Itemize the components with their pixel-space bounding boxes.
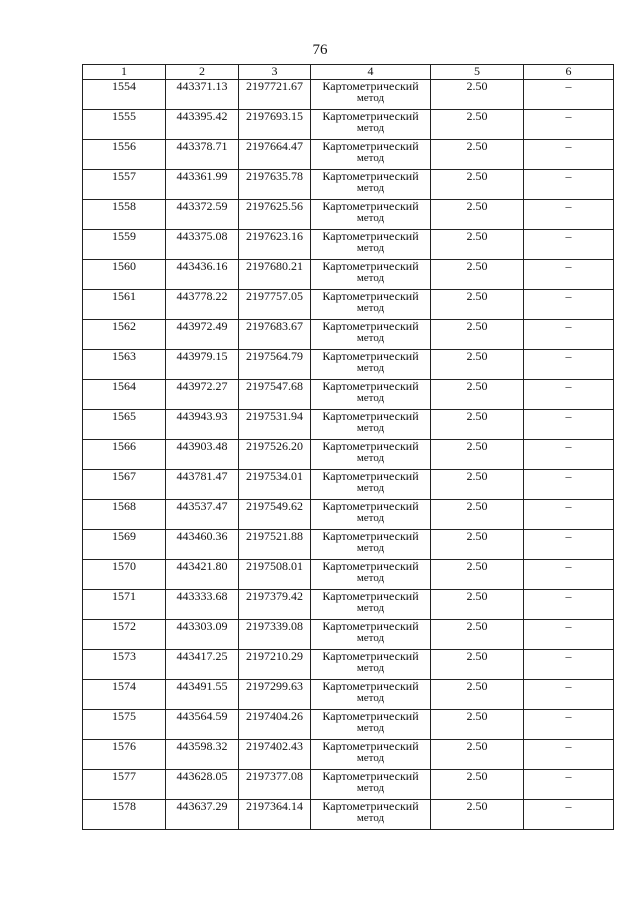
method-cell (311, 110, 431, 140)
table-row (83, 110, 614, 140)
method-line2: метод (356, 212, 385, 224)
point-number-cell: 1568 (83, 500, 166, 530)
note-cell: – (524, 590, 614, 620)
point-number-cell: 1563 (83, 350, 166, 380)
method-cell (311, 410, 431, 440)
method-line1: Картометрический (322, 169, 419, 183)
method-cell (311, 470, 431, 500)
x-coordinate-cell: 443537.47 (166, 500, 239, 530)
method-cell (311, 80, 431, 110)
y-coordinate-cell: 2197526.20 (239, 440, 311, 470)
point-number-cell: 1554 (83, 80, 166, 110)
point-number-cell: 1569 (83, 530, 166, 560)
note-cell: – (524, 680, 614, 710)
table-header-row (83, 65, 614, 80)
x-coordinate-cell: 443303.09 (166, 620, 239, 650)
note-cell: – (524, 350, 614, 380)
table-body (83, 80, 614, 830)
table-row (83, 470, 614, 500)
column-header-6: 6 (524, 65, 614, 80)
method-line1: Картометрический (322, 199, 419, 213)
x-coordinate-cell: 443972.27 (166, 380, 239, 410)
x-coordinate-cell: 443598.32 (166, 740, 239, 770)
method-line2: метод (356, 392, 385, 404)
point-number-cell: 1559 (83, 230, 166, 260)
method-line1: Картометрический (322, 619, 419, 633)
method-line2: метод (356, 332, 385, 344)
y-coordinate-cell: 2197299.63 (239, 680, 311, 710)
precision-cell: 2.50 (431, 380, 524, 410)
method-line1: Картометрический (322, 739, 419, 753)
y-coordinate-cell: 2197534.01 (239, 470, 311, 500)
table-row (83, 620, 614, 650)
precision-cell: 2.50 (431, 350, 524, 380)
note-cell: – (524, 200, 614, 230)
precision-cell: 2.50 (431, 230, 524, 260)
x-coordinate-cell: 443395.42 (166, 110, 239, 140)
method-cell (311, 560, 431, 590)
precision-cell: 2.50 (431, 410, 524, 440)
precision-cell: 2.50 (431, 560, 524, 590)
table-row (83, 650, 614, 680)
method-line2: метод (356, 572, 385, 584)
method-line2: метод (356, 542, 385, 554)
method-cell (311, 440, 431, 470)
point-number-cell: 1565 (83, 410, 166, 440)
method-line1: Картометрический (322, 589, 419, 603)
point-number-cell: 1567 (83, 470, 166, 500)
y-coordinate-cell: 2197547.68 (239, 380, 311, 410)
x-coordinate-cell: 443778.22 (166, 290, 239, 320)
method-line1: Картометрический (322, 139, 419, 153)
method-line2: метод (356, 812, 385, 824)
precision-cell: 2.50 (431, 80, 524, 110)
point-number-cell: 1555 (83, 110, 166, 140)
y-coordinate-cell: 2197683.67 (239, 320, 311, 350)
note-cell: – (524, 560, 614, 590)
y-coordinate-cell: 2197564.79 (239, 350, 311, 380)
note-cell: – (524, 710, 614, 740)
point-number-cell: 1561 (83, 290, 166, 320)
precision-cell: 2.50 (431, 170, 524, 200)
point-number-cell: 1556 (83, 140, 166, 170)
method-cell (311, 260, 431, 290)
precision-cell: 2.50 (431, 590, 524, 620)
column-header-2: 2 (166, 65, 239, 80)
table-row (83, 770, 614, 800)
column-header-3: 3 (239, 65, 311, 80)
point-number-cell: 1576 (83, 740, 166, 770)
table-row (83, 530, 614, 560)
method-line2: метод (356, 662, 385, 674)
method-cell (311, 500, 431, 530)
precision-cell: 2.50 (431, 680, 524, 710)
method-line1: Картометрический (322, 769, 419, 783)
point-number-cell: 1570 (83, 560, 166, 590)
point-number-cell: 1564 (83, 380, 166, 410)
table-row (83, 740, 614, 770)
method-line2: метод (356, 482, 385, 494)
note-cell: – (524, 440, 614, 470)
x-coordinate-cell: 443491.55 (166, 680, 239, 710)
method-line1: Картометрический (322, 529, 419, 543)
method-line2: метод (356, 272, 385, 284)
method-line1: Картометрический (322, 469, 419, 483)
method-cell (311, 770, 431, 800)
precision-cell: 2.50 (431, 260, 524, 290)
precision-cell: 2.50 (431, 470, 524, 500)
x-coordinate-cell: 443371.13 (166, 80, 239, 110)
table-row (83, 410, 614, 440)
method-line1: Картометрический (322, 319, 419, 333)
method-line1: Картометрический (322, 679, 419, 693)
note-cell: – (524, 290, 614, 320)
method-cell (311, 230, 431, 260)
table-row (83, 590, 614, 620)
column-header-1: 1 (83, 65, 166, 80)
method-line1: Картометрический (322, 259, 419, 273)
table-row (83, 380, 614, 410)
precision-cell: 2.50 (431, 200, 524, 230)
method-cell (311, 800, 431, 830)
table-row (83, 710, 614, 740)
precision-cell: 2.50 (431, 800, 524, 830)
point-number-cell: 1577 (83, 770, 166, 800)
precision-cell: 2.50 (431, 740, 524, 770)
x-coordinate-cell: 443436.16 (166, 260, 239, 290)
point-number-cell: 1560 (83, 260, 166, 290)
method-cell (311, 320, 431, 350)
point-number-cell: 1562 (83, 320, 166, 350)
note-cell: – (524, 80, 614, 110)
precision-cell: 2.50 (431, 650, 524, 680)
precision-cell: 2.50 (431, 620, 524, 650)
method-line1: Картометрический (322, 79, 419, 93)
x-coordinate-cell: 443375.08 (166, 230, 239, 260)
precision-cell: 2.50 (431, 710, 524, 740)
x-coordinate-cell: 443972.49 (166, 320, 239, 350)
method-line1: Картометрический (322, 559, 419, 573)
y-coordinate-cell: 2197379.42 (239, 590, 311, 620)
precision-cell: 2.50 (431, 140, 524, 170)
table-row (83, 320, 614, 350)
method-line1: Картометрический (322, 379, 419, 393)
x-coordinate-cell: 443421.80 (166, 560, 239, 590)
method-line1: Картометрический (322, 289, 419, 303)
x-coordinate-cell: 443333.68 (166, 590, 239, 620)
method-cell (311, 710, 431, 740)
method-line2: метод (356, 632, 385, 644)
table-row (83, 440, 614, 470)
point-number-cell: 1566 (83, 440, 166, 470)
table-row (83, 200, 614, 230)
y-coordinate-cell: 2197721.67 (239, 80, 311, 110)
method-line1: Картометрический (322, 649, 419, 663)
method-line2: метод (356, 422, 385, 434)
point-number-cell: 1571 (83, 590, 166, 620)
x-coordinate-cell: 443781.47 (166, 470, 239, 500)
table-row (83, 230, 614, 260)
method-cell (311, 590, 431, 620)
method-line2: метод (356, 92, 385, 104)
note-cell: – (524, 230, 614, 260)
point-number-cell: 1572 (83, 620, 166, 650)
point-number-cell: 1573 (83, 650, 166, 680)
y-coordinate-cell: 2197693.15 (239, 110, 311, 140)
table-row (83, 350, 614, 380)
precision-cell: 2.50 (431, 320, 524, 350)
y-coordinate-cell: 2197364.14 (239, 800, 311, 830)
precision-cell: 2.50 (431, 500, 524, 530)
method-line2: метод (356, 602, 385, 614)
point-number-cell: 1578 (83, 800, 166, 830)
note-cell: – (524, 170, 614, 200)
y-coordinate-cell: 2197623.16 (239, 230, 311, 260)
coordinates-table (82, 64, 614, 830)
y-coordinate-cell: 2197402.43 (239, 740, 311, 770)
method-cell (311, 530, 431, 560)
table-row (83, 260, 614, 290)
note-cell: – (524, 110, 614, 140)
table-row (83, 500, 614, 530)
table-row (83, 560, 614, 590)
precision-cell: 2.50 (431, 110, 524, 140)
note-cell: – (524, 530, 614, 560)
method-cell (311, 650, 431, 680)
note-cell: – (524, 470, 614, 500)
precision-cell: 2.50 (431, 530, 524, 560)
method-cell (311, 680, 431, 710)
method-line2: метод (356, 182, 385, 194)
point-number-cell: 1558 (83, 200, 166, 230)
method-line2: метод (356, 242, 385, 254)
method-line1: Картометрический (322, 499, 419, 513)
point-number-cell: 1574 (83, 680, 166, 710)
note-cell: – (524, 410, 614, 440)
y-coordinate-cell: 2197664.47 (239, 140, 311, 170)
method-cell (311, 170, 431, 200)
method-line1: Картометрический (322, 349, 419, 363)
precision-cell: 2.50 (431, 770, 524, 800)
y-coordinate-cell: 2197625.56 (239, 200, 311, 230)
method-line1: Картометрический (322, 409, 419, 423)
table-row (83, 680, 614, 710)
method-line2: метод (356, 512, 385, 524)
y-coordinate-cell: 2197210.29 (239, 650, 311, 680)
method-line1: Картометрический (322, 799, 419, 813)
method-line2: метод (356, 692, 385, 704)
method-cell (311, 350, 431, 380)
method-cell (311, 740, 431, 770)
table-row (83, 170, 614, 200)
method-line2: метод (356, 152, 385, 164)
table-row (83, 80, 614, 110)
x-coordinate-cell: 443979.15 (166, 350, 239, 380)
table-row (83, 290, 614, 320)
x-coordinate-cell: 443372.59 (166, 200, 239, 230)
y-coordinate-cell: 2197757.05 (239, 290, 311, 320)
y-coordinate-cell: 2197635.78 (239, 170, 311, 200)
y-coordinate-cell: 2197404.26 (239, 710, 311, 740)
y-coordinate-cell: 2197680.21 (239, 260, 311, 290)
x-coordinate-cell: 443903.48 (166, 440, 239, 470)
method-line2: метод (356, 722, 385, 734)
method-cell (311, 380, 431, 410)
note-cell: – (524, 260, 614, 290)
method-line2: метод (356, 782, 385, 794)
point-number-cell: 1575 (83, 710, 166, 740)
x-coordinate-cell: 443637.29 (166, 800, 239, 830)
note-cell: – (524, 380, 614, 410)
page-number: 76 (312, 42, 328, 58)
x-coordinate-cell: 443361.99 (166, 170, 239, 200)
method-line1: Картометрический (322, 709, 419, 723)
note-cell: – (524, 770, 614, 800)
point-number-cell: 1557 (83, 170, 166, 200)
method-line2: метод (356, 362, 385, 374)
table-row (83, 800, 614, 830)
y-coordinate-cell: 2197531.94 (239, 410, 311, 440)
method-line2: метод (356, 452, 385, 464)
note-cell: – (524, 500, 614, 530)
note-cell: – (524, 740, 614, 770)
x-coordinate-cell: 443628.05 (166, 770, 239, 800)
method-cell (311, 290, 431, 320)
x-coordinate-cell: 443378.71 (166, 140, 239, 170)
note-cell: – (524, 140, 614, 170)
y-coordinate-cell: 2197549.62 (239, 500, 311, 530)
method-cell (311, 200, 431, 230)
column-header-4: 4 (311, 65, 431, 80)
y-coordinate-cell: 2197377.08 (239, 770, 311, 800)
method-line2: метод (356, 752, 385, 764)
x-coordinate-cell: 443943.93 (166, 410, 239, 440)
precision-cell: 2.50 (431, 440, 524, 470)
method-line1: Картометрический (322, 229, 419, 243)
column-header-5: 5 (431, 65, 524, 80)
x-coordinate-cell: 443417.25 (166, 650, 239, 680)
method-line1: Картометрический (322, 439, 419, 453)
precision-cell: 2.50 (431, 290, 524, 320)
note-cell: – (524, 620, 614, 650)
note-cell: – (524, 320, 614, 350)
x-coordinate-cell: 443460.36 (166, 530, 239, 560)
method-line1: Картометрический (322, 109, 419, 123)
y-coordinate-cell: 2197339.08 (239, 620, 311, 650)
note-cell: – (524, 650, 614, 680)
method-cell (311, 620, 431, 650)
note-cell: – (524, 800, 614, 830)
method-line2: метод (356, 122, 385, 134)
y-coordinate-cell: 2197521.88 (239, 530, 311, 560)
method-cell (311, 140, 431, 170)
x-coordinate-cell: 443564.59 (166, 710, 239, 740)
y-coordinate-cell: 2197508.01 (239, 560, 311, 590)
method-line2: метод (356, 302, 385, 314)
table-row (83, 140, 614, 170)
